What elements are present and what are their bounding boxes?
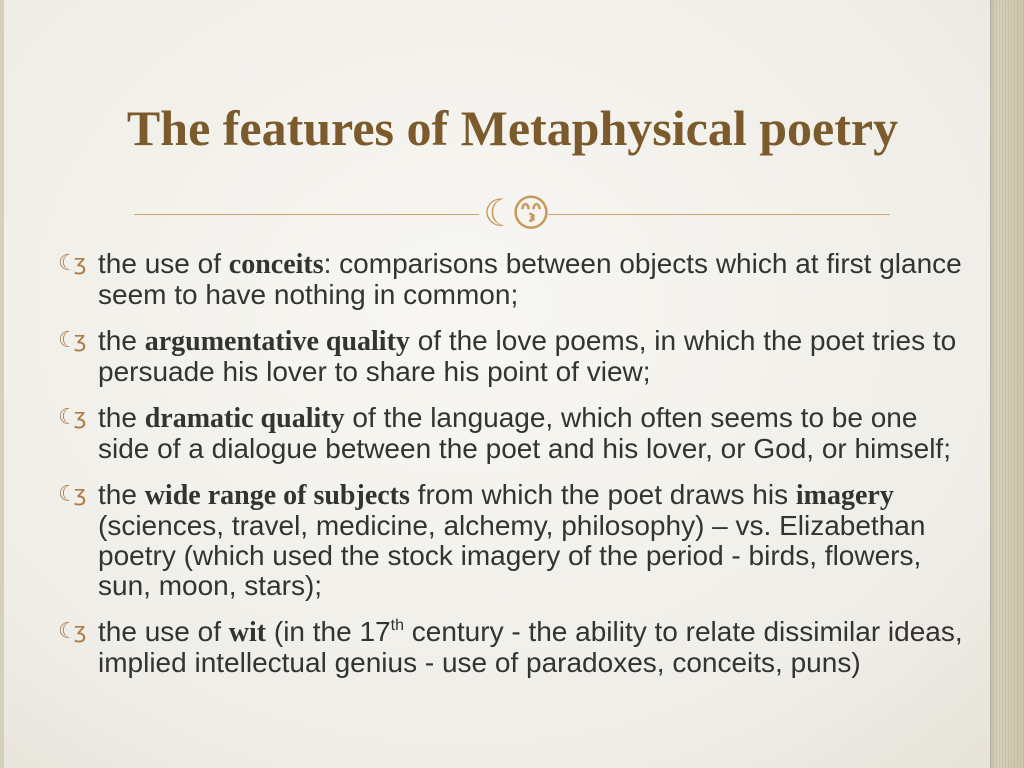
- list-item: [58, 480, 968, 601]
- ornament-bullet-icon: ☾ʒ: [58, 328, 83, 353]
- point-term: wit: [228, 617, 267, 648]
- bullet-list: [58, 249, 968, 694]
- point-text: of the love poems, in which the poet tries to persuade his lover to share his point of view;: [98, 325, 957, 387]
- point-text: (sciences, travel, medicine, alchemy, philosophy) – vs. Elizabethan poetry (which used the stock imagery of the period - birds, flowers, sun, moon, stars);: [98, 510, 926, 601]
- slide-right-edge: [990, 0, 1024, 768]
- ornament-bullet-icon: ☾ʒ: [58, 405, 83, 430]
- slide-left-edge: [0, 0, 4, 768]
- ornament-bullet-icon: ☾ʒ: [58, 251, 83, 276]
- point-text: the: [98, 325, 145, 356]
- point-text: (in the 17: [266, 616, 391, 647]
- list-item: [58, 249, 968, 310]
- point-text: the use of: [98, 616, 229, 647]
- divider-line-left: [134, 214, 479, 215]
- ornament-bullet-icon: ☾ʒ: [58, 482, 83, 507]
- point-term: dramatic quality: [144, 403, 345, 434]
- point-term: wide range of subjects: [144, 480, 410, 511]
- title-divider: [134, 191, 890, 235]
- point-term: argumentative quality: [144, 326, 410, 357]
- point-term: imagery: [795, 480, 894, 511]
- list-item: [58, 403, 968, 464]
- point-text: the: [98, 479, 145, 510]
- point-text: from which the poet draws his: [409, 479, 796, 510]
- superscript: th: [390, 617, 404, 634]
- point-term: conceits: [228, 249, 324, 280]
- list-item: [58, 326, 968, 387]
- divider-line-right: [548, 214, 890, 215]
- point-text: the use of: [98, 248, 229, 279]
- point-text: century - the ability to relate dissimilar ideas, implied intellectual genius - use of paradoxes, conceits, puns): [98, 616, 963, 678]
- ornament-bullet-icon: ☾ʒ: [58, 619, 83, 644]
- point-text: the: [98, 402, 145, 433]
- point-text: : comparisons between objects which at first glance seem to have nothing in common;: [98, 248, 962, 310]
- ornament-icon: ☾😙: [483, 191, 545, 235]
- point-text: of the language, which often seems to be one side of a dialogue between the poet and his lover, or God, or himself;: [98, 402, 951, 464]
- slide-title: The features of Metaphysical poetry: [126, 100, 899, 156]
- list-item: [58, 617, 968, 678]
